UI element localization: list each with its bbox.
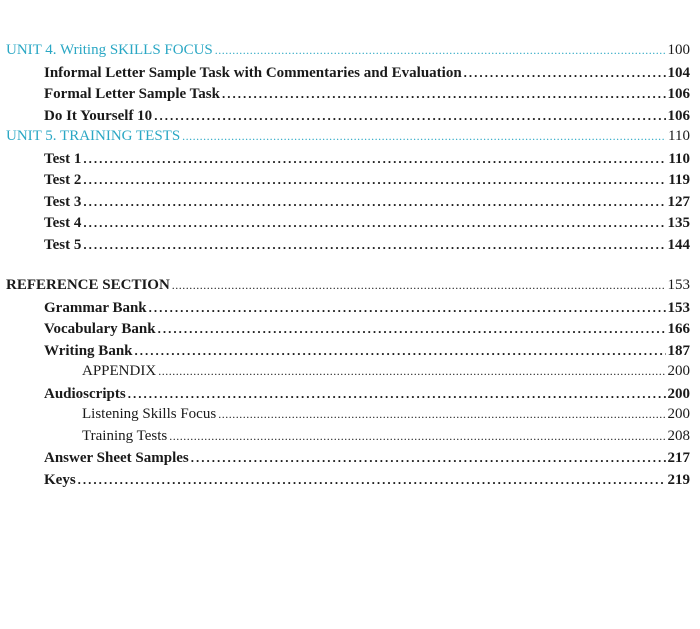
toc-page-number: 127: [667, 193, 690, 210]
dot-leader: [158, 361, 665, 383]
dot-leader: [83, 169, 666, 191]
toc-page-number: 200: [667, 406, 690, 422]
toc-page-number: 153: [667, 299, 690, 316]
dot-leader: [218, 404, 665, 426]
toc-entry-title: UNIT 4. Writing SKILLS FOCUS: [6, 42, 213, 58]
section-spacer: [6, 255, 690, 275]
toc-entry-title: APPENDIX: [82, 363, 157, 379]
toc-entry-title: Do It Yourself 10: [44, 107, 153, 124]
toc-page-number: 106: [667, 107, 690, 124]
toc-page-number: 110: [668, 128, 690, 144]
toc-page-number: 187: [667, 342, 690, 359]
toc-entry-title: Test 2: [44, 172, 82, 188]
toc-entry-title: Writing Bank: [44, 342, 133, 359]
toc-page-number: 200: [667, 385, 690, 402]
toc-entry-title: Formal Letter Sample Task: [44, 86, 220, 102]
toc-entry-grammar-bank[interactable]: [6, 297, 690, 319]
dot-leader: [83, 148, 666, 170]
toc-page-number: 119: [668, 172, 690, 188]
dot-leader: [464, 62, 666, 84]
toc-entry-informal-letter[interactable]: [6, 62, 690, 84]
toc-page-number: 219: [667, 471, 690, 488]
toc-page-number: 166: [667, 321, 690, 337]
dot-leader: [158, 318, 666, 340]
toc-entry-title: Training Tests: [82, 427, 168, 444]
toc-entry-do-it-yourself[interactable]: [6, 105, 690, 127]
toc-page-number: 100: [667, 42, 690, 58]
toc-entry-title: Test 4: [44, 215, 82, 231]
dot-leader: [83, 234, 665, 256]
dot-leader: [222, 83, 666, 105]
toc-entry-title: Grammar Bank: [44, 299, 147, 316]
toc-page-number: 153: [667, 277, 690, 293]
dot-leader: [135, 340, 666, 362]
toc-entry-test-1[interactable]: [6, 148, 690, 170]
dot-leader: [215, 40, 666, 62]
dot-leader: [154, 105, 665, 127]
toc-entry-keys[interactable]: [6, 469, 690, 491]
toc-entry-title: Listening Skills Focus: [82, 406, 217, 422]
toc-entry-test-4[interactable]: [6, 212, 690, 234]
toc-entry-listening-skills-focus[interactable]: [6, 404, 690, 426]
toc-entry-test-5[interactable]: [6, 234, 690, 256]
toc-entry-title: Audioscripts: [44, 385, 126, 402]
toc-entry-test-3[interactable]: [6, 191, 690, 213]
dot-leader: [83, 191, 665, 213]
toc-page-number: 135: [667, 215, 690, 231]
toc-entry-title: Keys: [44, 471, 76, 488]
toc-page-number: 106: [667, 86, 690, 102]
toc-entry-title: Test 5: [44, 236, 82, 253]
toc-entry-writing-bank[interactable]: [6, 340, 690, 362]
dot-leader: [182, 126, 666, 148]
toc-entry-vocabulary-bank[interactable]: [6, 318, 690, 340]
toc-entry-audioscripts[interactable]: [6, 383, 690, 405]
toc-page-number: 144: [667, 236, 690, 253]
toc-entry-appendix[interactable]: [6, 361, 690, 383]
toc-entry-reference-section[interactable]: [6, 275, 690, 297]
table-of-contents: [6, 40, 690, 490]
dot-leader: [78, 469, 666, 491]
toc-page-number: 208: [667, 427, 690, 444]
toc-entry-title: Answer Sheet Samples: [44, 450, 189, 466]
toc-entry-title: Informal Letter Sample Task with Commentaries and Evaluation: [44, 64, 462, 81]
dot-leader: [149, 297, 666, 319]
toc-entry-test-2[interactable]: [6, 169, 690, 191]
toc-page-number: 217: [667, 450, 690, 466]
toc-entry-training-tests[interactable]: [6, 426, 690, 448]
toc-entry-answer-sheet-samples[interactable]: [6, 447, 690, 469]
dot-leader: [172, 275, 666, 297]
toc-entry-unit-4[interactable]: [6, 40, 690, 62]
toc-page-number: 200: [667, 363, 690, 379]
dot-leader: [128, 383, 666, 405]
toc-page-number: 104: [667, 64, 690, 81]
toc-entry-formal-letter[interactable]: [6, 83, 690, 105]
toc-entry-title: Vocabulary Bank: [44, 321, 156, 337]
toc-entry-title: Test 3: [44, 193, 82, 210]
toc-entry-unit-5[interactable]: [6, 126, 690, 148]
toc-page-number: 110: [668, 150, 690, 167]
toc-entry-title: Test 1: [44, 150, 82, 167]
dot-leader: [169, 426, 665, 448]
dot-leader: [191, 447, 666, 469]
toc-entry-title: REFERENCE SECTION: [6, 277, 170, 293]
toc-entry-title: UNIT 5. TRAINING TESTS: [6, 128, 181, 144]
dot-leader: [83, 212, 665, 234]
